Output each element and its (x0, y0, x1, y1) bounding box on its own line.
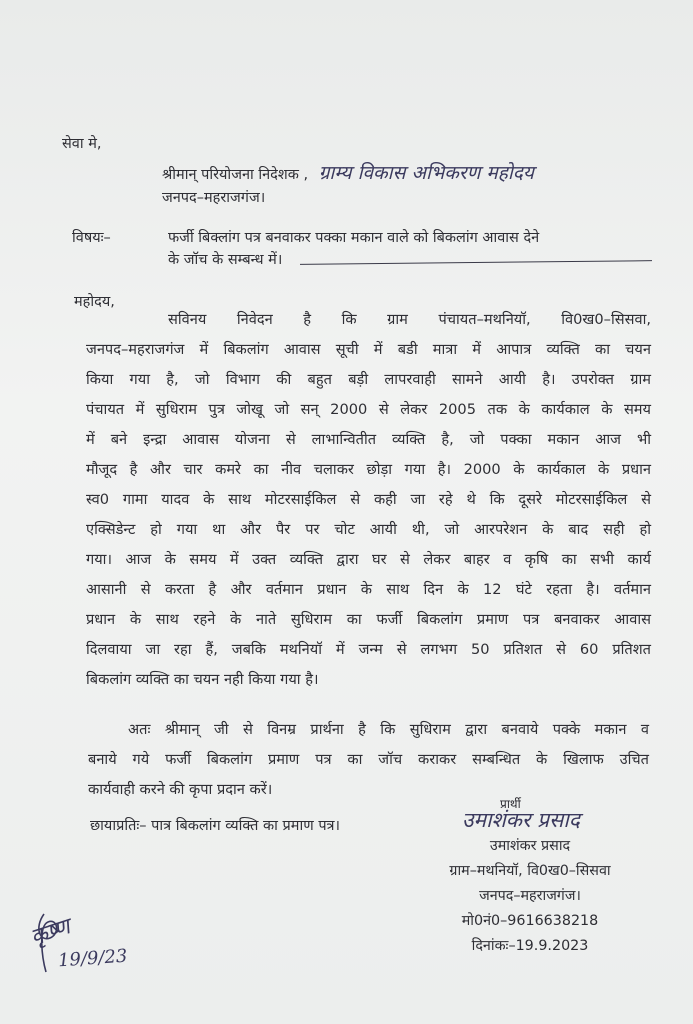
body-line: अतः श्रीमान् जी से विनम्र प्रार्थना है कि सुधिराम द्वारा बनवाये पक्के मकान व (128, 721, 649, 738)
sender-address-1: ग्राम–मथनियॉ, वि0ख0–सिसवा (449, 863, 611, 879)
receipt-scribble (30, 908, 90, 978)
body-line: दिलवाया जा रहा हैं, जबकि मथनियॉ में जन्म से लगभग 50 प्रतिशत से 60 प्रतिशत (86, 641, 651, 658)
sender-name: उमाशंकर प्रसाद (489, 838, 571, 854)
recipient-printed: श्रीमान् परियोजना निदेशक , (162, 167, 309, 183)
recipient-line-1 (162, 163, 534, 185)
body-line: पंचायत में सुधिराम पुत्र जोखू जो सन् 2000 से लेकर 2005 तक के कार्यकाल के समय (86, 401, 651, 418)
subject-label: विषयः– (72, 230, 111, 246)
body-paragraph-2 (88, 745, 649, 805)
body-paragraph-1 (86, 335, 651, 695)
body-paragraph-1-first (168, 305, 651, 335)
body-line: मौजूद है और चार कमरे का नीव चलाकर छोड़ा गया है। 2000 के कार्यकाल के प्रधान (86, 461, 651, 478)
greeting: महोदय, (74, 294, 115, 310)
subject-line-1: फर्जी बिक्लांग पत्र बनवाकर पक्का मकान वाले को बिकलांग आवास देने (168, 230, 540, 246)
body-line: कार्यवाही करने की कृपा प्रदान करें। (88, 781, 273, 798)
sender-mobile: मो0नं0–9616638218 (461, 913, 599, 929)
recipient-line-2: जनपद–महराजगंज। (162, 190, 266, 206)
receipt-initials: कृष्ण (27, 914, 74, 951)
body-paragraph-2-first (128, 715, 649, 745)
body-line: प्रधान के साथ रहने के नाते सुधिराम का फर्जी बिकलांग प्रमाण पत्र बनवाकर आवास (86, 611, 651, 628)
sender-address-2: जनपद–महराजगंज। (479, 888, 581, 904)
body-line: सविनय निवेदन है कि ग्राम पंचायत–मथनियॉ, वि0ख0–सिसवा, (168, 311, 651, 328)
subject-line-2: के जॉच के सम्बन्ध में। (168, 252, 283, 268)
recipient-handwritten: ग्राम्य विकास अभिकरण महोदय (318, 162, 534, 184)
body-line: आसानी से करता है और वर्तमान प्रधान के साथ दिन के 12 घंटे रहता है। वर्तमान (86, 581, 651, 598)
body-line: में बने इन्द्रा आवास योजना से लाभान्वितीत व्यक्ति है, जो पक्का मकान आज भी (86, 431, 651, 448)
enclosure-note: छायाप्रतिः– पात्र बिकलांग व्यक्ति का प्रमाण पत्र। (90, 818, 341, 834)
body-line: एक्सिडेन्ट हो गया था और पैर पर चोट आयी थी, जो आरपरेशन के बाद सही हो (86, 521, 651, 538)
signature-caption: प्रार्थी (500, 797, 521, 811)
body-line: स्व0 गामा यादव के साथ मोटरसाईकिल से कही जा रहे थे कि दूसरे मोटरसाईकिल से (86, 491, 651, 508)
handwritten-signature: उमाशंकर प्रसाद (462, 808, 580, 832)
receipt-date: 19/9/23 (57, 945, 129, 972)
letter-date: दिनांकः–19.9.2023 (471, 938, 589, 954)
body-line: किया गया है, जो विभाग की बहुत बड़ी लापरवाही सामने आयी है। उपरोक्त ग्राम (86, 371, 651, 388)
sender-details (420, 834, 640, 959)
body-line: बिकलांग व्यक्ति का चयन नही किया गया है। (86, 671, 319, 688)
salutation-to: सेवा मे, (62, 136, 102, 152)
body-line: बनाये गये फर्जी बिकलांग प्रमाण पत्र का जॉच कराकर सम्बन्धित के खिलाफ उचित (88, 751, 649, 768)
body-line: गया। आज के समय में उक्त व्यक्ति द्वारा घर से लेकर बाहर व कृषि का सभी कार्य (86, 551, 651, 568)
body-line: जनपद–महराजगंज में बिकलांग आवास सूची में बडी मात्रा में आपात्र व्यक्ति का चयन (86, 341, 651, 358)
